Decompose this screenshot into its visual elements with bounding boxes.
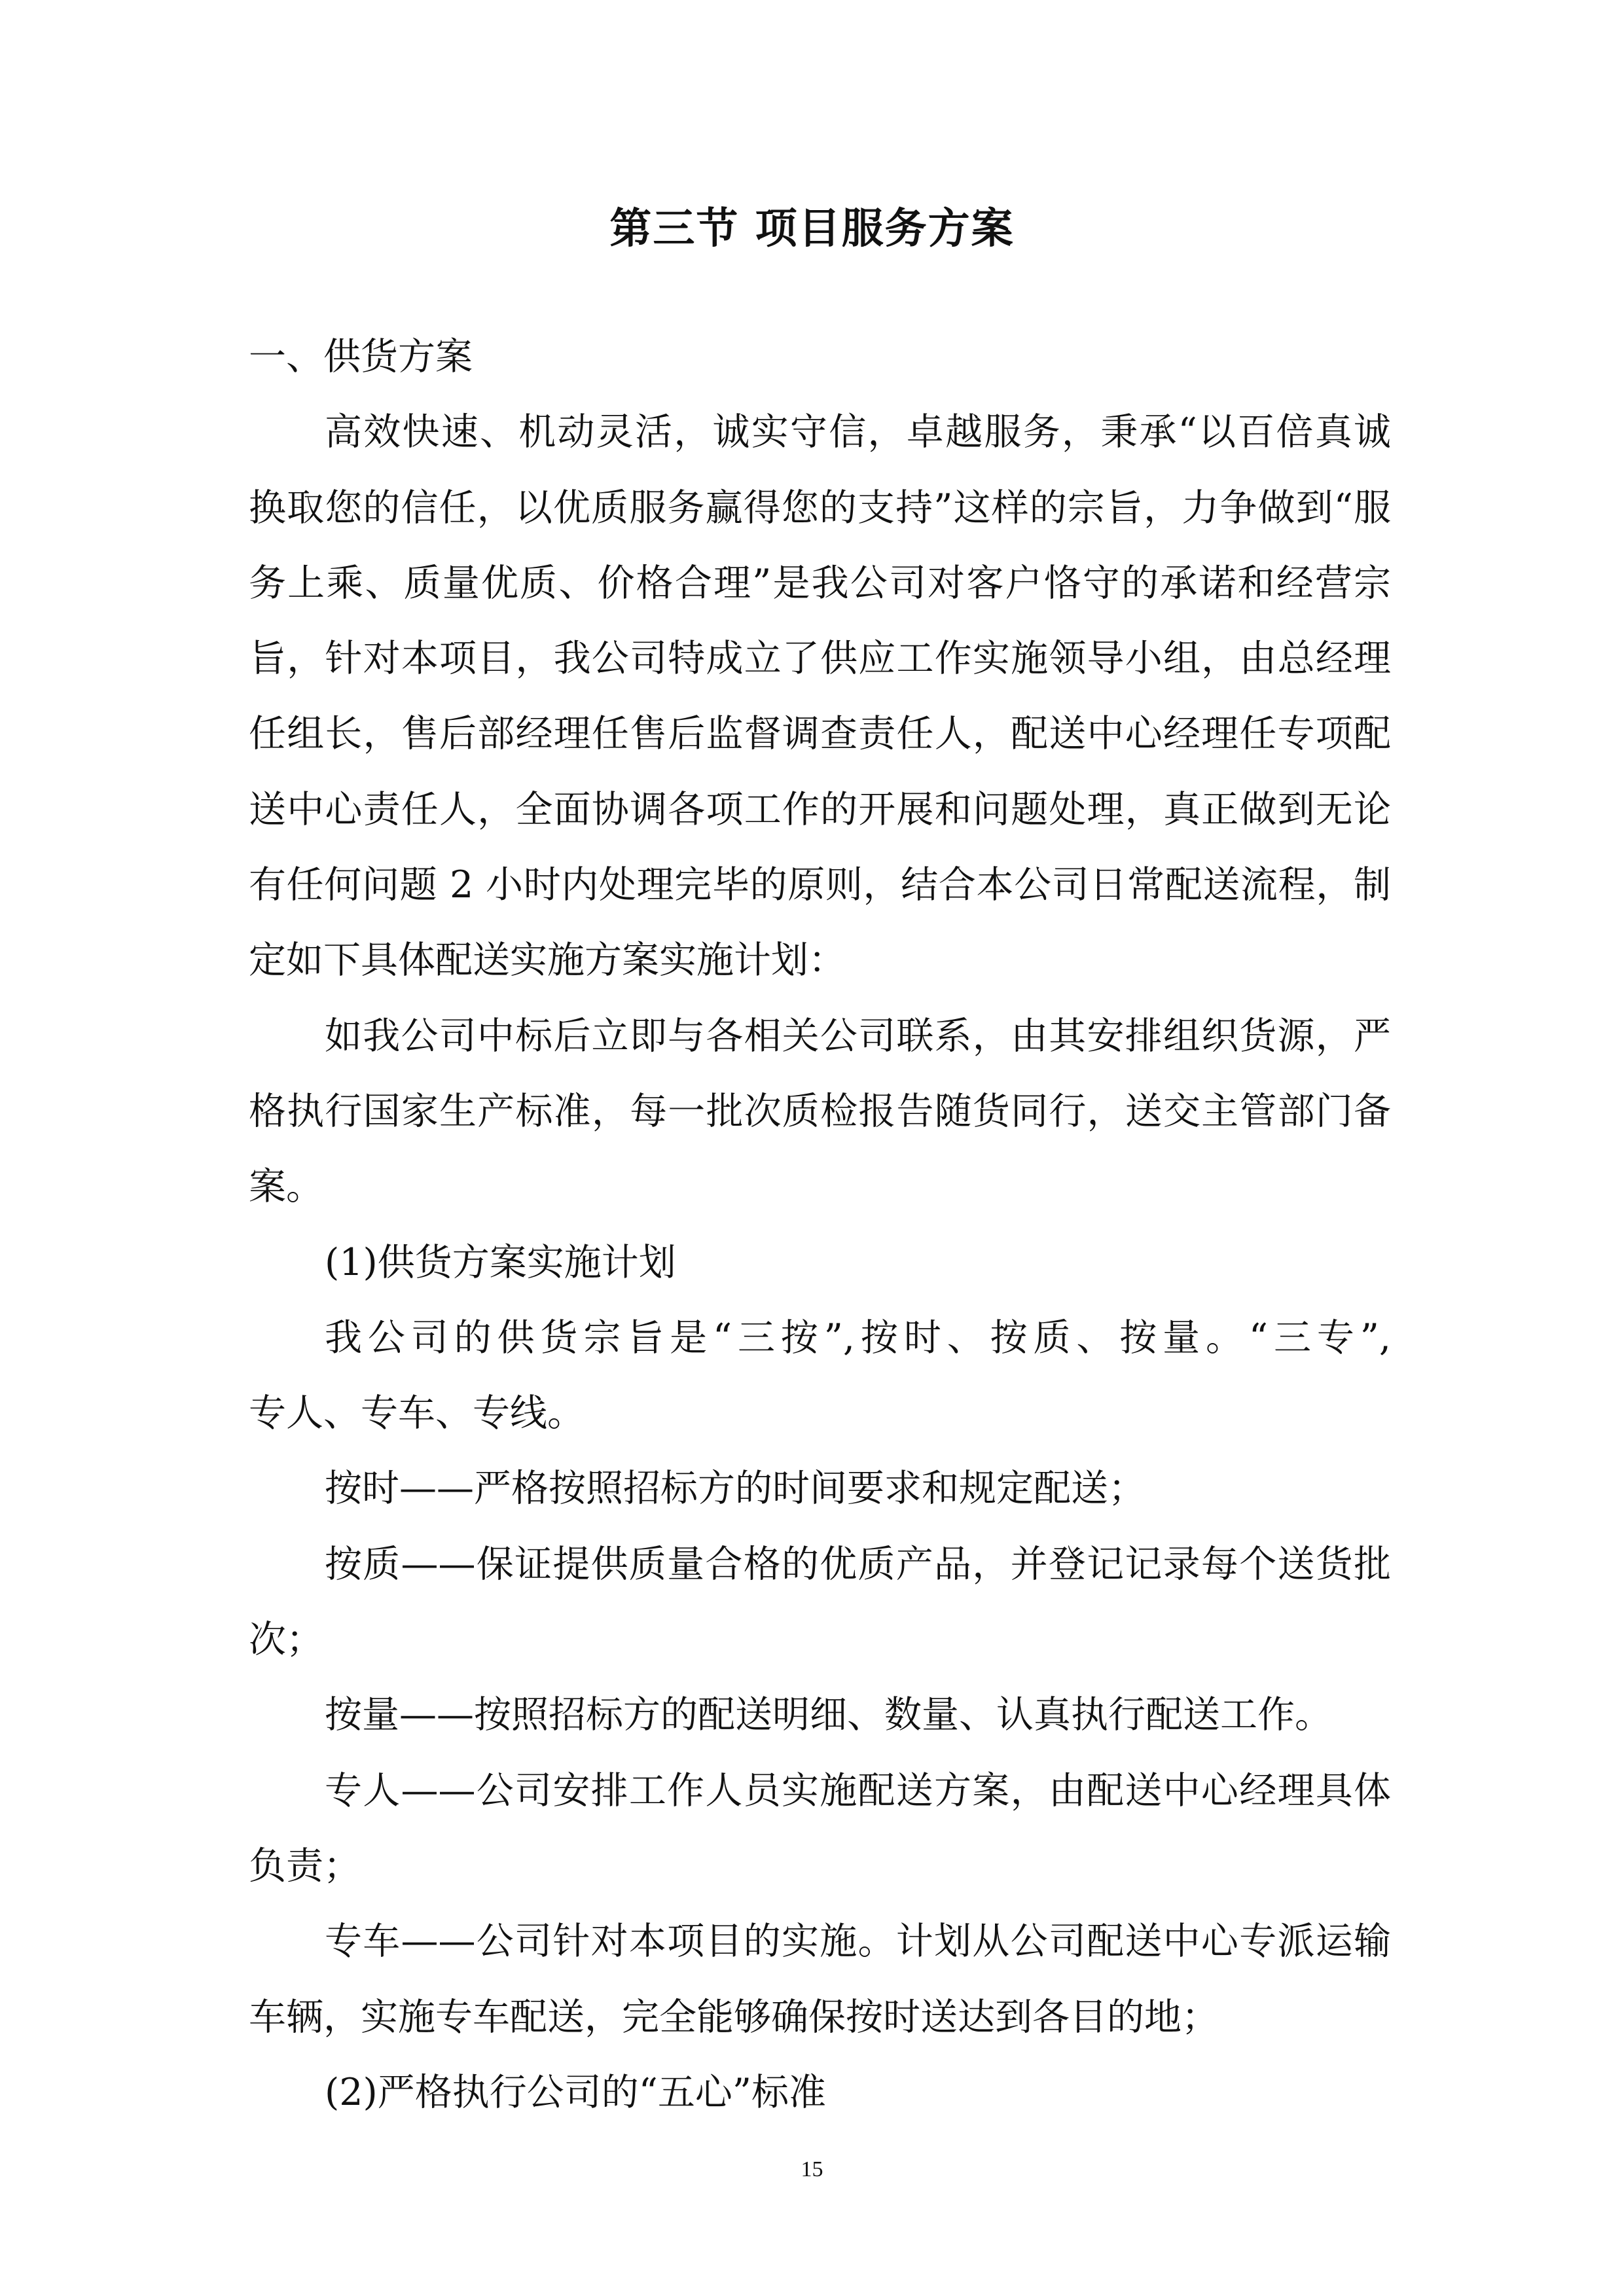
list-item-dedicated-staff: 专人——公司安排工作人员实施配送方案，由配送中心经理具体: [325, 1768, 1391, 1812]
list-item-on-quantity: 按量——按照招标方的配送明细、数量、认真执行配送工作。: [325, 1693, 1332, 1737]
paragraph-line: 我公司的供货宗旨是“三按”,按时、按质、按量。“三专”,: [325, 1316, 1391, 1359]
paragraph-line: 务上乘、质量优质、价格合理”是我公司对客户恪守的承诺和经营宗: [249, 561, 1391, 605]
paragraph-line: 如我公司中标后立即与各相关公司联系，由其安排组织货源，严: [325, 1014, 1391, 1058]
paragraph-line: 案。: [249, 1165, 323, 1209]
paragraph-line: 定如下具体配送实施方案实施计划：: [249, 939, 846, 982]
list-item-dedicated-staff-cont: 负责；: [249, 1844, 361, 1888]
list-item-dedicated-vehicle: 专车——公司针对本项目的实施。计划从公司配送中心专派运输: [325, 1920, 1391, 1964]
list-item-on-time: 按时——严格按照招标方的时间要求和规定配送；: [325, 1467, 1146, 1511]
list-item-on-quality: 按质——保证提供质量合格的优质产品，并登记记录每个送货批: [325, 1542, 1391, 1586]
paragraph-line: 换取您的信任，以优质服务赢得您的支持”这样的宗旨，力争做到“服: [249, 486, 1391, 529]
document-body: [249, 319, 1391, 2130]
paragraph-line: 专人、专车、专线。: [249, 1391, 585, 1435]
paragraph-line: 格执行国家生产标准，每一批次质检报告随货同行，送交主管部门备: [249, 1089, 1391, 1133]
list-item-on-quality-cont: 次；: [249, 1618, 323, 1662]
paragraph-line: 送中心责任人，全面协调各项工作的开展和问题处理，真正做到无论: [249, 787, 1391, 831]
subheading-five-heart-standard: (2)严格执行公司的“五心”标准: [325, 2070, 827, 2114]
list-item-dedicated-vehicle-cont: 车辆，实施专车配送，完全能够确保按时送达到各目的地；: [249, 1995, 1219, 2039]
paragraph-line: 旨，针对本项目，我公司特成立了供应工作实施领导小组，由总经理: [249, 637, 1391, 681]
page-number: 15: [801, 2157, 823, 2181]
section-title: 第三节 项目服务方案: [609, 205, 1015, 253]
paragraph-line: 有任何问题 2 小时内处理完毕的原则，结合本公司日常配送流程，制: [249, 863, 1391, 907]
subheading-supply-implementation: (1)供货方案实施计划: [325, 1240, 676, 1284]
paragraph-line: 高效快速、机动灵活，诚实守信，卓越服务，秉承“以百倍真诚: [325, 410, 1391, 454]
paragraph-line: 任组长，售后部经理任售后监督调查责任人，配送中心经理任专项配: [249, 712, 1391, 756]
heading-supply-plan: 一、供货方案: [249, 335, 473, 378]
